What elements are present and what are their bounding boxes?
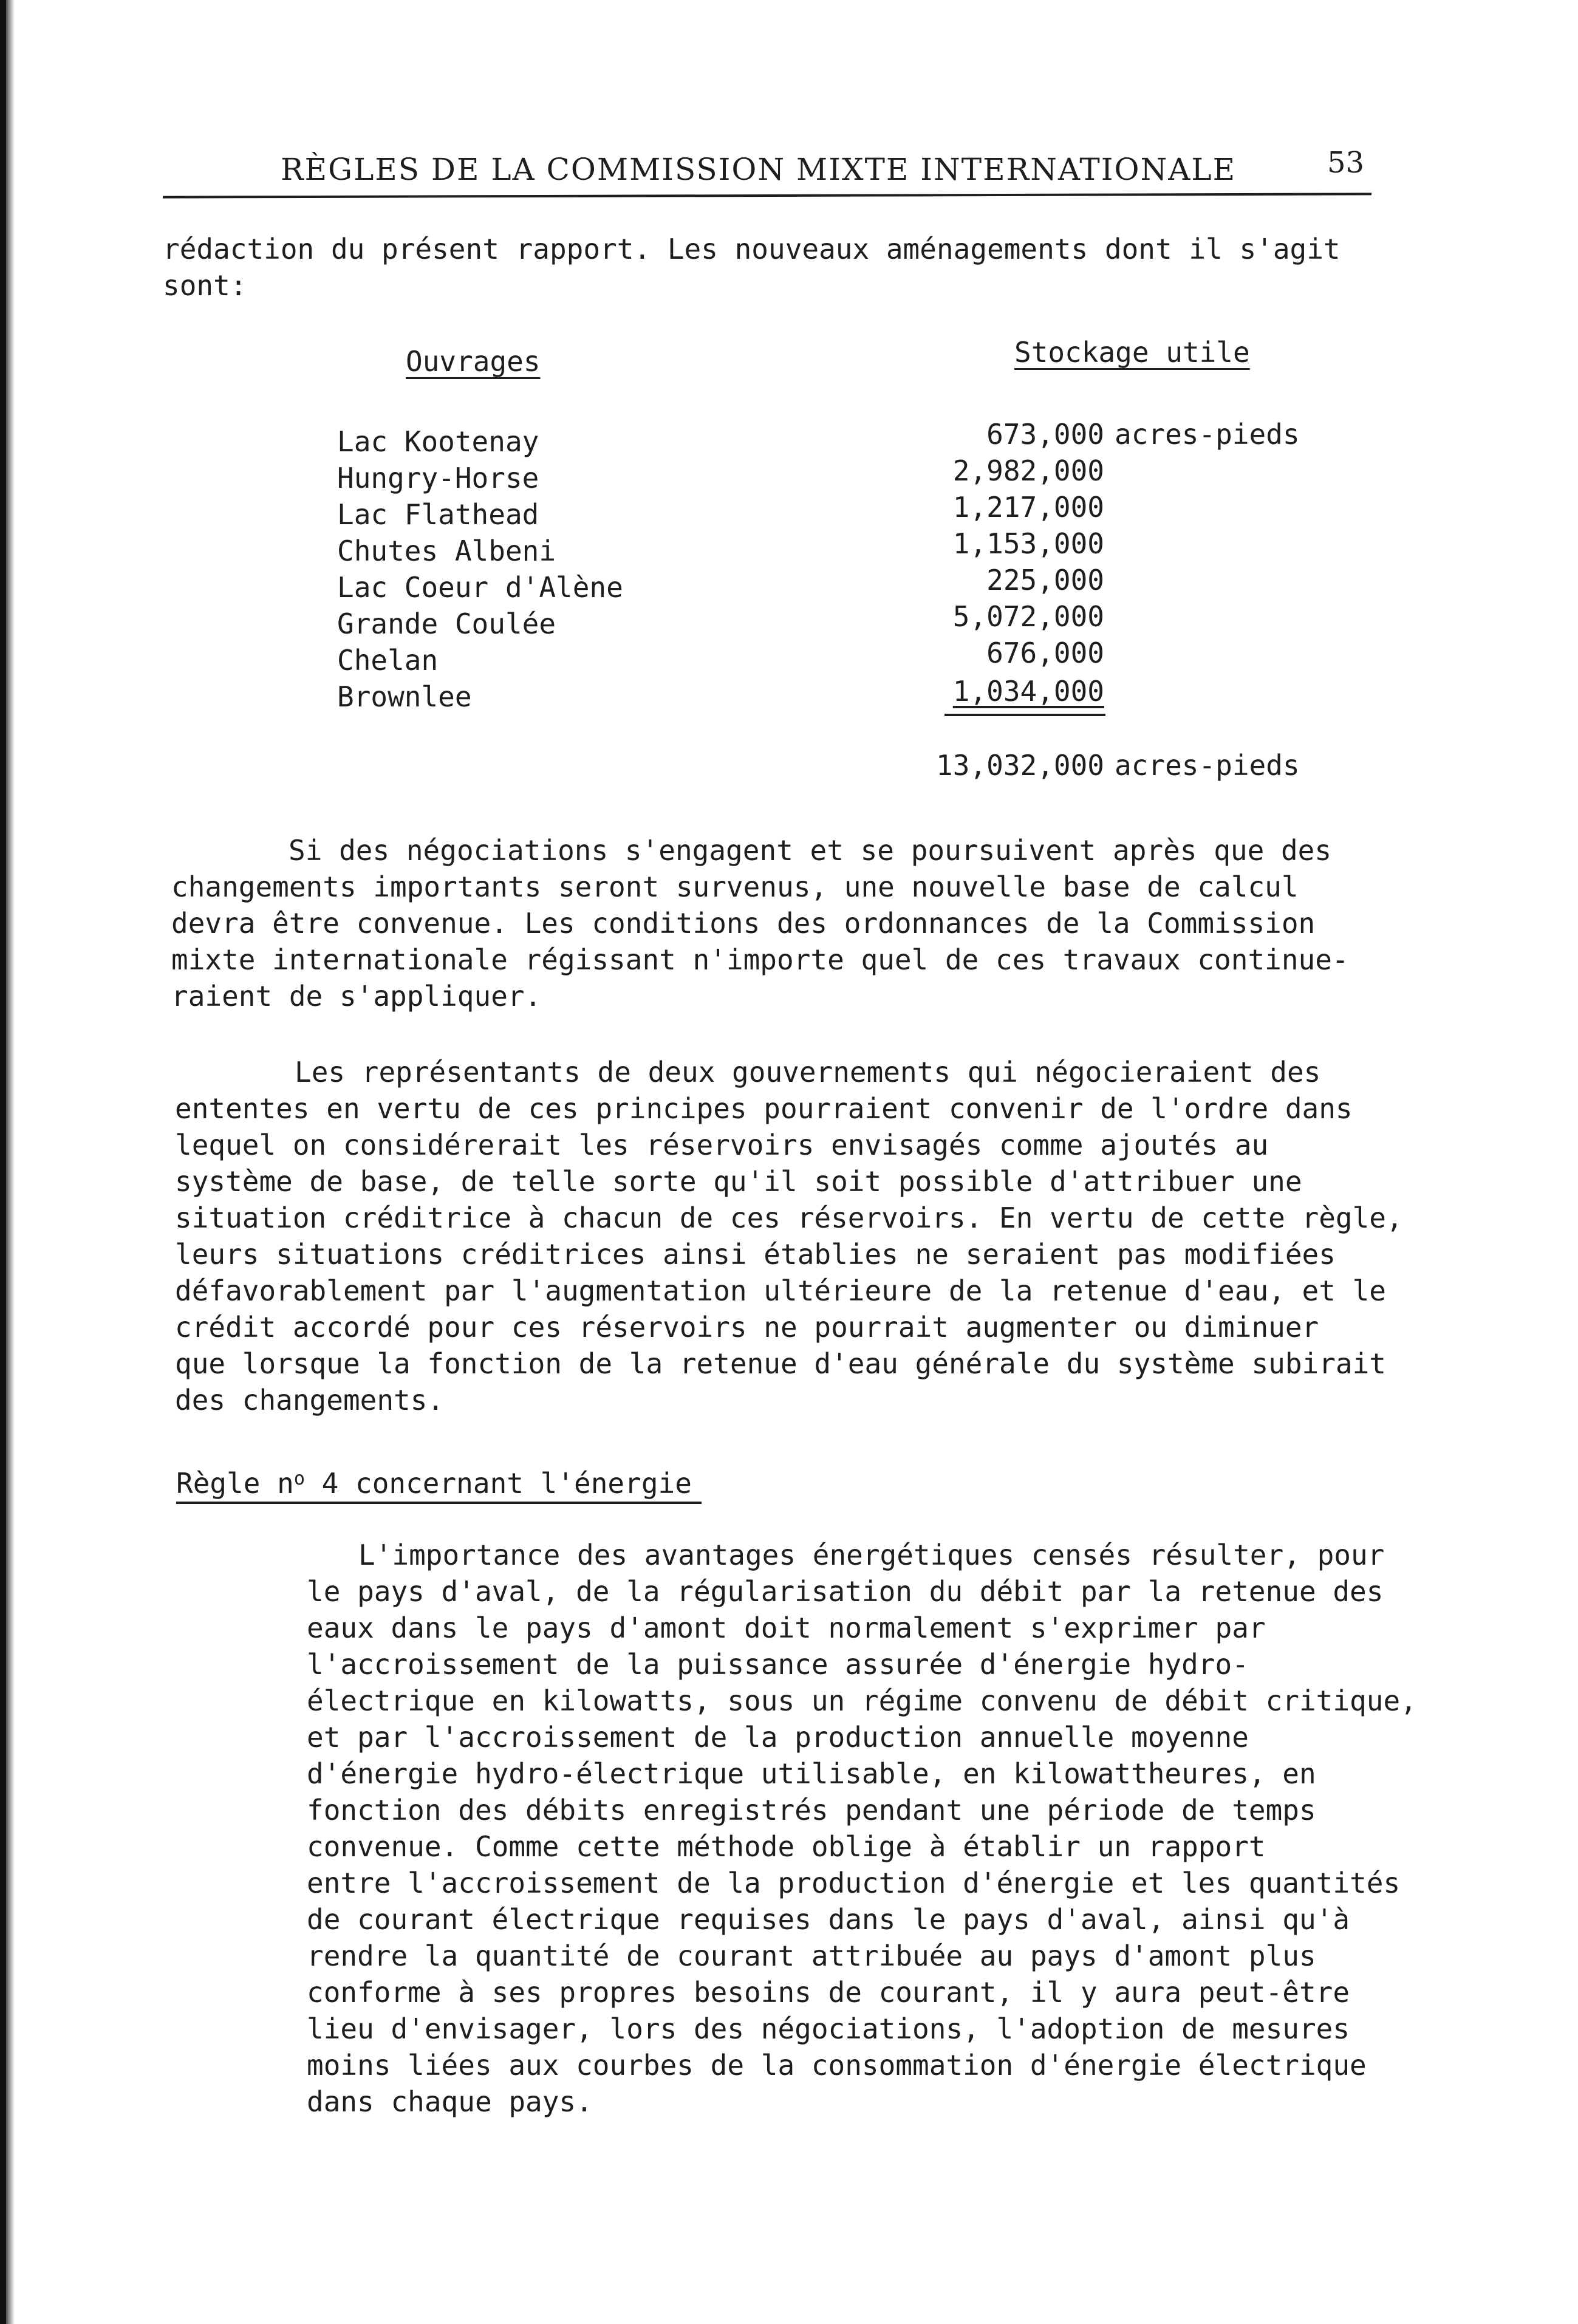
table-row-name: Brownlee (337, 680, 472, 713)
table-total-unit: acres-pieds (1115, 749, 1300, 782)
section-heading-suffix: 4 concernant l'énergie (304, 1467, 692, 1500)
paragraph-line: crédit accordé pour ces réservoirs ne pourrait augmenter ou diminuer (175, 1311, 1319, 1344)
paragraph-line: défavorablement par l'augmentation ultérieure de la retenue d'eau, et le (175, 1274, 1386, 1307)
paragraph-line: lieu d'envisager, lors des négociations, l'adoption de mesures (307, 2012, 1350, 2045)
section-heading (176, 1461, 692, 1502)
paragraph-line: que lorsque la fonction de la retenue d'eau générale du système subirait (175, 1347, 1386, 1380)
paragraph-line: ententes en vertu de ces principes pourraient convenir de l'ordre dans (175, 1092, 1353, 1125)
paragraph-line: des changements. (175, 1384, 445, 1417)
table-row-value: 225,000 (986, 564, 1104, 596)
paragraph-line: Les représentants de deux gouvernements qui négocieraient des (295, 1056, 1321, 1089)
paragraph-line: le pays d'aval, de la régularisation du débit par la retenue des (307, 1575, 1384, 1608)
table-unit: acres-pieds (1115, 418, 1300, 451)
table-row-value: 2,982,000 (952, 454, 1104, 487)
table-row-name: Lac Kootenay (337, 425, 539, 458)
paragraph-line: convenue. Comme cette méthode oblige à établir un rapport (307, 1830, 1266, 1863)
table-row-value: 1,153,000 (952, 527, 1104, 560)
table-row-name: Lac Coeur d'Alène (337, 571, 623, 604)
paragraph-line: dans chaque pays. (307, 2085, 593, 2118)
paragraph-line: raient de s'appliquer. (171, 980, 542, 1013)
paragraph-line: situation créditrice à chacun de ces réservoirs. En vertu de cette règle, (175, 1201, 1403, 1234)
column-header-storage: Stockage utile (1014, 336, 1250, 369)
paragraph-line: lequel on considérerait les réservoirs envisagés comme ajoutés au (175, 1129, 1269, 1161)
paragraph-line: fonction des débits enregistrés pendant une période de temps (307, 1794, 1316, 1827)
intro-line: sont: (163, 269, 247, 302)
table-row-name: Chelan (337, 644, 439, 677)
section-heading-prefix: Règle n (176, 1467, 294, 1500)
paragraph-line: mixte internationale régissant n'importe quel de ces travaux continue- (171, 943, 1349, 976)
table-row-name: Grande Coulée (337, 607, 556, 640)
table-row-name: Hungry-Horse (337, 462, 539, 494)
sum-rule (944, 714, 1105, 716)
paragraph-line: rendre la quantité de courant attribuée au pays d'amont plus (307, 1940, 1316, 1972)
section-heading-underline (176, 1502, 702, 1504)
paragraph-line: moins liées aux courbes de la consommation d'énergie électrique (307, 2049, 1367, 2082)
table-row-name: Lac Flathead (337, 498, 539, 531)
paragraph-line: de courant électrique requises dans le pays d'aval, ainsi qu'à (307, 1903, 1350, 1936)
paragraph-line: devra être convenue. Les conditions des ordonnances de la Commission (171, 907, 1316, 940)
intro-line: rédaction du présent rapport. Les nouveaux aménagements dont il s'agit (163, 233, 1341, 265)
table-row-value: 676,000 (986, 637, 1104, 669)
paragraph-line: système de base, de telle sorte qu'il soit possible d'attribuer une (175, 1165, 1302, 1198)
paragraph-line: conforme à ses propres besoins de courant, il y aura peut-être (307, 1976, 1350, 2009)
paragraph-line: électrique en kilowatts, sous un régime convenu de débit critique, (307, 1684, 1417, 1717)
table-row-name: Chutes Albeni (337, 535, 556, 567)
table-row-value: 5,072,000 (952, 600, 1104, 633)
page-number: 53 (1327, 146, 1365, 180)
paragraph-line: leurs situations créditrices ainsi établies ne seraient pas modifiées (175, 1238, 1336, 1271)
table-row-value: 673,000 (986, 418, 1104, 451)
paragraph-line: Si des négociations s'engagent et se poursuivent après que des (289, 834, 1332, 867)
paragraph-line: entre l'accroissement de la production d'énergie et les quantités (307, 1867, 1401, 1899)
table-row-value: 1,034,000 (952, 675, 1104, 708)
column-header-works: Ouvrages (406, 345, 541, 378)
section-heading-sup: o (293, 1468, 305, 1489)
paragraph-line: et par l'accroissement de la production annuelle moyenne (307, 1721, 1249, 1754)
paragraph-line: L'importance des avantages énergétiques censés résulter, pour (358, 1539, 1385, 1571)
paragraph-line: eaux dans le pays d'amont doit normalement s'exprimer par (307, 1611, 1266, 1644)
paragraph-line: l'accroissement de la puissance assurée d'énergie hydro- (307, 1648, 1249, 1681)
header-rule (163, 193, 1371, 198)
table-total: 13,032,000 (936, 749, 1104, 782)
running-header: RÈGLES DE LA COMMISSION MIXTE INTERNATIONALE (281, 152, 1237, 187)
table-row-value: 1,217,000 (952, 491, 1104, 524)
paragraph-line: changements importants seront survenus, une nouvelle base de calcul (171, 870, 1299, 903)
paragraph-line: d'énergie hydro-électrique utilisable, en kilowattheures, en (307, 1757, 1316, 1790)
